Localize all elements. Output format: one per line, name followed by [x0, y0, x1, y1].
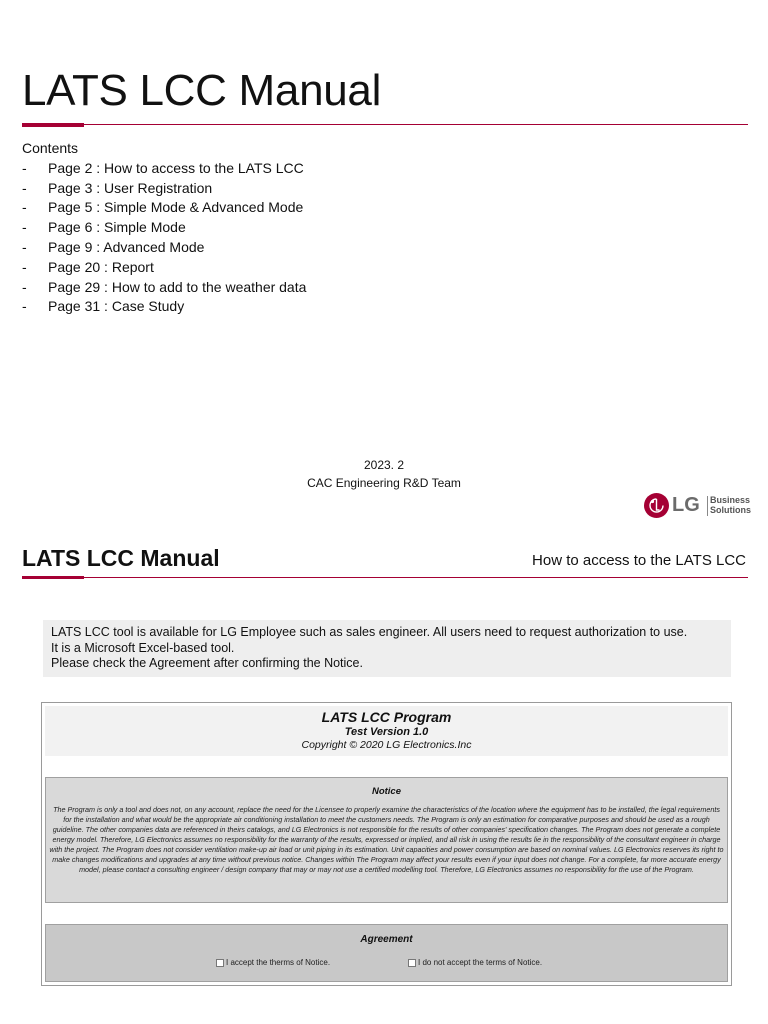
toc-item — [22, 297, 306, 317]
toc-item-label: Page 5 : Simple Mode & Advanced Mode — [48, 199, 304, 216]
toc-item-label: Page 6 : Simple Mode — [48, 219, 186, 236]
logo-subtitle — [710, 495, 751, 515]
agreement-heading: Agreement — [360, 934, 413, 945]
slide-divider-accent — [22, 576, 84, 579]
logo-divider — [707, 496, 708, 516]
table-of-contents — [22, 139, 306, 317]
document-date: 2023. 2 — [363, 458, 405, 472]
toc-item — [22, 198, 306, 218]
toc-bullet: - — [22, 258, 27, 275]
notice-section — [45, 777, 728, 903]
toc-bullet: - — [22, 159, 27, 176]
toc-item-label: Page 9 : Advanced Mode — [48, 238, 205, 255]
slide-divider — [22, 577, 748, 578]
toc-item-label: Page 3 : User Registration — [48, 179, 213, 196]
accept-option[interactable] — [216, 958, 330, 967]
cover-title: LATS LCC Manual — [22, 66, 382, 115]
intro-line: Please check the Agreement after confirming the Notice. — [51, 656, 363, 670]
program-header — [45, 706, 728, 756]
lg-logo — [644, 492, 754, 520]
accept-label: I accept the therms of Notice. — [226, 958, 331, 967]
program-version: Test Version 1.0 — [344, 726, 429, 738]
toc-item — [22, 258, 306, 278]
notice-text: The Program is only a tool and does not, on any account, replace the need for the Licensee to properly examine the characteristics of the location where the equipment has to be installed, the legal requirements for the installation and what would be the appropriate air conditioning installation to meet the customers needs. The Program is only an estimation for comparative purposes and should be used as a rough guideline. The other companies data are referenced in theirs catalogs, and LG Electronics is not responsible for the results of other companies' specification changes. The Program does not generate a complete energy model. Therefore, LG Electronics assumes no responsibility for the warranty of the results, expressed or implied, and all risk in using the results lie in the responsibility of the consultant engineer in charge with the project. The Program does not consider ventilation make-up air load or unit piping in its estimation. Unit capacities and power consumption are based on nominal values. LG Electronics reserves its right to make changes modifications and upgrades at any time without previous notice. Changes within The Program may affect your results even if your input does not change. For a complete, far more accurate energy model, please contact a consulting engineer / design company that may or may not use a certified modelling tool. Therefore, LG Electronics assumes no responsibility for the use of the Program. — [49, 805, 724, 874]
notice-heading: Notice — [371, 786, 402, 797]
toc-item — [22, 179, 306, 199]
intro-line: It is a Microsoft Excel-based tool. — [51, 640, 235, 655]
program-title: LATS LCC Program — [321, 709, 452, 725]
lg-face-glyph — [644, 493, 669, 518]
toc-bullet: - — [22, 199, 27, 216]
decline-label: I do not accept the terms of Notice. — [418, 958, 543, 967]
toc-bullet: - — [22, 298, 27, 315]
slide-title: LATS LCC Manual — [22, 545, 220, 571]
agreement-section — [45, 924, 728, 982]
cover-footer — [0, 456, 768, 492]
toc-item-label: Page 29 : How to add to the weather data — [48, 278, 307, 295]
team-name: CAC Engineering R&D Team — [307, 476, 461, 490]
toc-item — [22, 159, 306, 179]
program-screenshot-panel — [41, 702, 732, 986]
intro-callout — [43, 620, 731, 677]
logo-line-1: Business — [710, 495, 751, 505]
slide-subtitle: How to access to the LATS LCC — [532, 552, 746, 569]
intro-line: LATS LCC tool is available for LG Employee such as sales engineer. All users need to request authorization to use. — [51, 625, 688, 639]
lg-face-icon — [644, 493, 669, 518]
decline-option[interactable] — [408, 958, 542, 967]
toc-bullet: - — [22, 278, 27, 295]
toc-item-label: Page 31 : Case Study — [48, 298, 185, 315]
title-divider-accent — [22, 123, 84, 127]
toc-item — [22, 218, 306, 238]
toc-bullet: - — [22, 179, 27, 196]
toc-item — [22, 278, 306, 298]
toc-item-label: Page 20 : Report — [48, 258, 154, 275]
toc-bullet: - — [22, 219, 27, 236]
toc-item — [22, 238, 306, 258]
contents-heading: Contents — [22, 140, 79, 156]
title-divider — [22, 124, 748, 125]
toc-item-label: Page 2 : How to access to the LATS LCC — [48, 159, 304, 176]
toc-bullet: - — [22, 238, 27, 255]
lg-wordmark: LG — [672, 494, 700, 516]
accept-checkbox[interactable] — [216, 959, 224, 967]
program-copyright: Copyright © 2020 LG Electronics.Inc — [301, 739, 472, 751]
decline-checkbox[interactable] — [408, 959, 416, 967]
logo-line-2: Solutions — [710, 505, 751, 515]
